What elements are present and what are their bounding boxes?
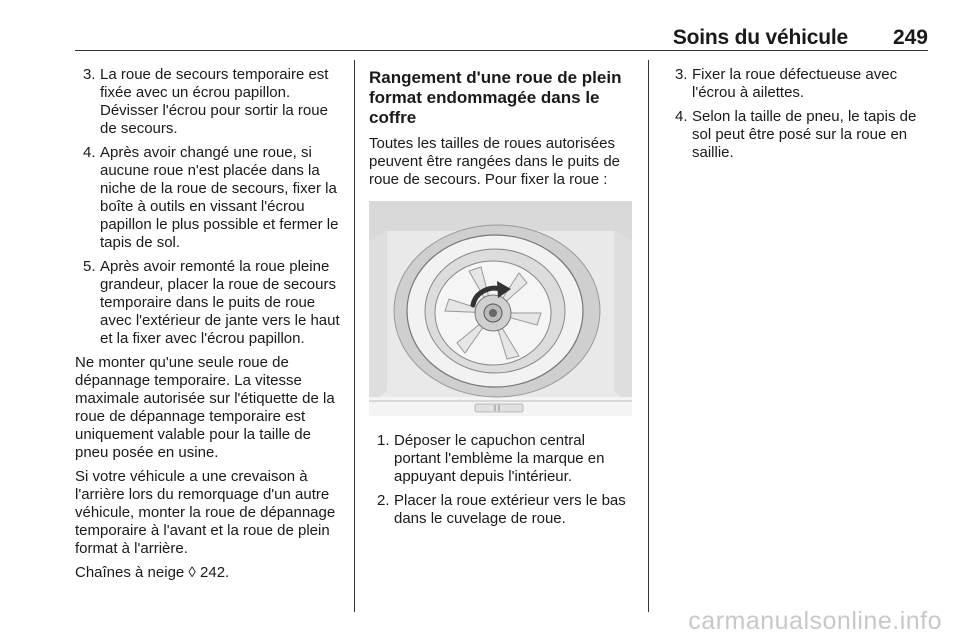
step-text: Placer la roue extérieur vers le bas dans le cuvelage de roue. [394, 492, 626, 527]
step-text: Fixer la roue défectueuse avec l'écrou à ailettes. [692, 66, 898, 101]
column-2 [369, 68, 635, 534]
wheel-drawing [369, 201, 632, 416]
list-item [667, 66, 929, 102]
column-divider [354, 60, 355, 612]
list-item [75, 66, 343, 138]
step-number: 3. [675, 66, 688, 83]
step-list [75, 66, 343, 348]
step-list [667, 66, 929, 162]
step-list [369, 432, 635, 528]
reference-page[interactable]: 242. [200, 564, 230, 581]
list-item [369, 492, 635, 528]
list-item [75, 258, 343, 348]
column-1 [75, 66, 343, 588]
step-number: 4. [83, 144, 96, 161]
step-number: 2. [377, 492, 390, 509]
list-item [369, 432, 635, 486]
step-number: 3. [83, 66, 96, 83]
step-number: 5. [83, 258, 96, 275]
column-divider [648, 60, 649, 612]
paragraph: Si votre véhicule a une crevaison à l'arrière lors du remorquage d'un autre véhicule, monter la roue de dépannage temporaire à l'avant et la roue de plein format à l'arrière. [75, 468, 336, 557]
watermark: carmanualsonline.info [688, 607, 942, 635]
section-heading: Rangement d'une roue de plein format endommagée dans le coffre [369, 68, 622, 127]
section-title: Soins du véhicule [672, 26, 848, 49]
chevron-reference-icon: ◊ [188, 564, 196, 581]
column-3 [667, 66, 929, 168]
spare-wheel-illustration [369, 201, 632, 416]
step-number: 1. [377, 432, 390, 449]
page-header [75, 18, 928, 51]
list-item [667, 108, 929, 162]
step-text: Après avoir remonté la roue pleine grandeur, placer la roue de secours temporaire dans le puits de roue avec l'extérieur de jante vers le haut et la fixer avec l'écrou papillon. [100, 258, 340, 347]
paragraph: Ne monter qu'une seule roue de dépannage temporaire. La vitesse maximale autorisée sur l'étiquette de la roue de dépannage temporaire est uniquement valable pour la taille de pneu posée en usine. [75, 354, 335, 461]
list-item [75, 144, 343, 252]
paragraph: Toutes les tailles de roues autorisées peuvent être rangées dans le puits de roue de secours. Pour fixer la roue : [369, 135, 621, 188]
step-text: Selon la taille de pneu, le tapis de sol peut être posé sur la roue en saillie. [692, 108, 917, 161]
step-text: Déposer le capuchon central portant l'emblème la marque en appuyant depuis l'intérieur. [394, 432, 605, 485]
step-text: Après avoir changé une roue, si aucune roue n'est placée dans la niche de la roue de secours, fixer la boîte à outils en vissant l'écrou papillon le plus possible et fermer le tapis de sol. [100, 144, 339, 251]
step-number: 4. [675, 108, 688, 125]
cross-reference[interactable] [75, 564, 343, 582]
page-number: 249 [892, 26, 928, 49]
reference-label: Chaînes à neige [75, 564, 185, 581]
step-text: La roue de secours temporaire est fixée avec un écrou papillon. Dévisser l'écrou pour sortir la roue de secours. [100, 66, 329, 137]
